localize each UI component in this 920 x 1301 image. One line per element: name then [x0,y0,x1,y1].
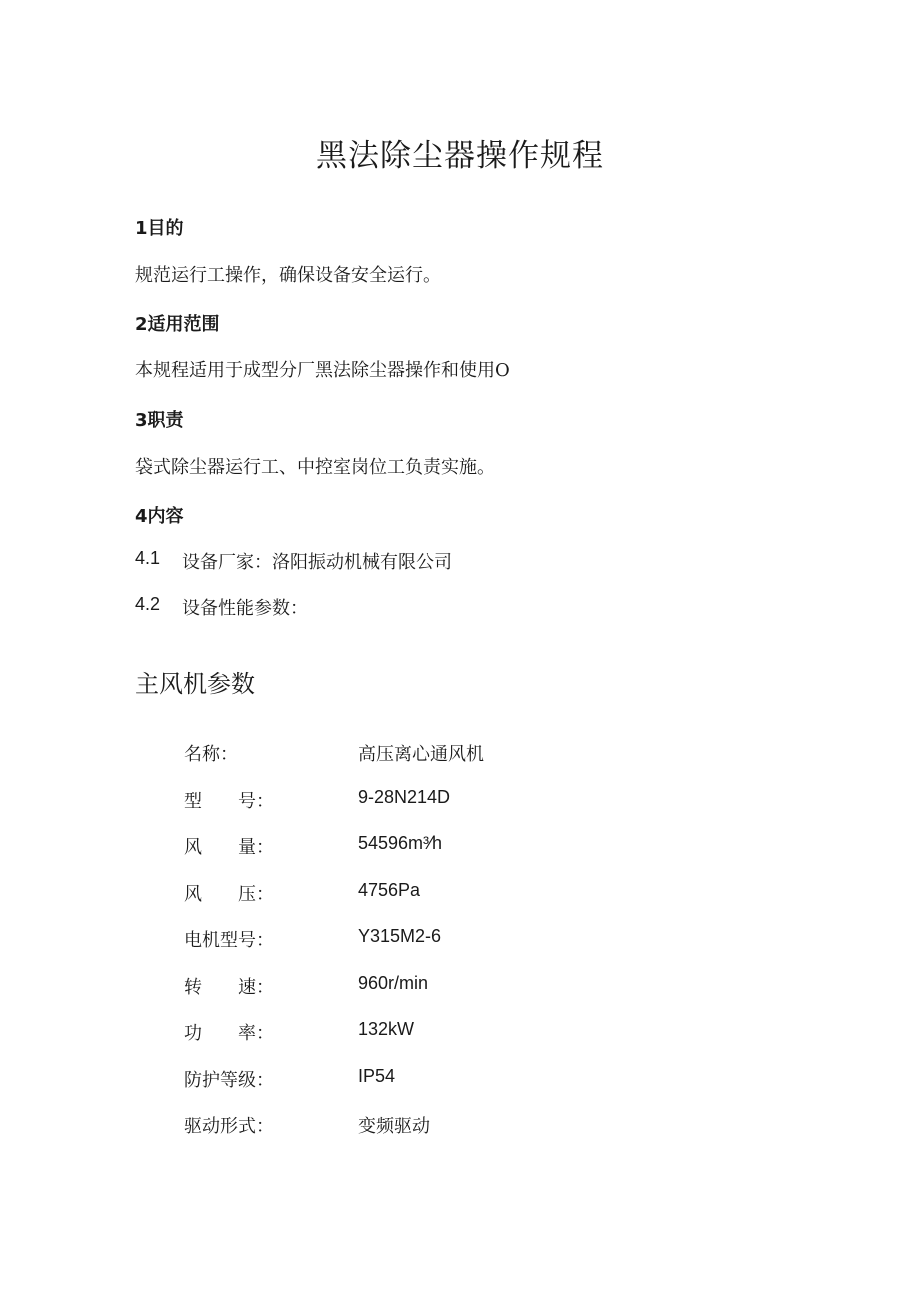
param-label: 防护等级： [184,1070,274,1091]
param-label: 名称： [184,744,238,765]
param-value: Y315M2-6 [358,926,442,946]
section-text-purpose: 规范运行工操作，确保设备安全运行。 [135,265,441,286]
param-label: 风 量： [184,837,274,858]
param-row [184,880,784,908]
param-row [184,1019,784,1047]
param-row [184,833,784,861]
param-label: 风 压： [184,884,274,905]
param-value: 132kW [358,1019,415,1039]
fan-params-heading: 主风机参数 [135,670,255,698]
param-row [184,1112,784,1140]
document-title: 黑法除尘器操作规程 [316,138,604,174]
section-heading-purpose: 1目的 [135,218,184,239]
param-label: 型 号： [184,791,274,812]
param-label: 转 速： [184,977,274,998]
param-label: 功 率： [184,1023,274,1044]
param-value: 54596m³⁄h [358,833,443,853]
param-row [184,1066,784,1094]
item-number: 4.1 [135,548,161,568]
item-text: 设备厂家：洛阳振动机械有限公司 [182,552,452,573]
param-label: 电机型号： [184,930,274,951]
item-text: 设备性能参数： [182,598,308,619]
section-heading-content: 4内容 [135,506,184,527]
param-value: 4756Pa [358,880,421,900]
param-value: 高压离心通风机 [358,744,484,765]
param-value: IP54 [358,1066,396,1086]
param-value: 9-28N214D [358,787,451,807]
param-row [184,973,784,1001]
param-label: 驱动形式： [184,1116,274,1137]
section-text-scope: 本规程适用于成型分厂黑法除尘器操作和使用O [135,360,510,381]
param-value: 960r/min [358,973,429,993]
section-heading-responsibility: 3职责 [135,410,184,431]
param-row [184,787,784,815]
param-value: 变频驱动 [358,1116,430,1137]
param-row [184,740,784,768]
item-number: 4.2 [135,594,161,614]
param-row [184,926,784,954]
section-text-responsibility: 袋式除尘器运行工、中控室岗位工负责实施。 [135,457,495,478]
section-heading-scope: 2适用范围 [135,314,220,335]
